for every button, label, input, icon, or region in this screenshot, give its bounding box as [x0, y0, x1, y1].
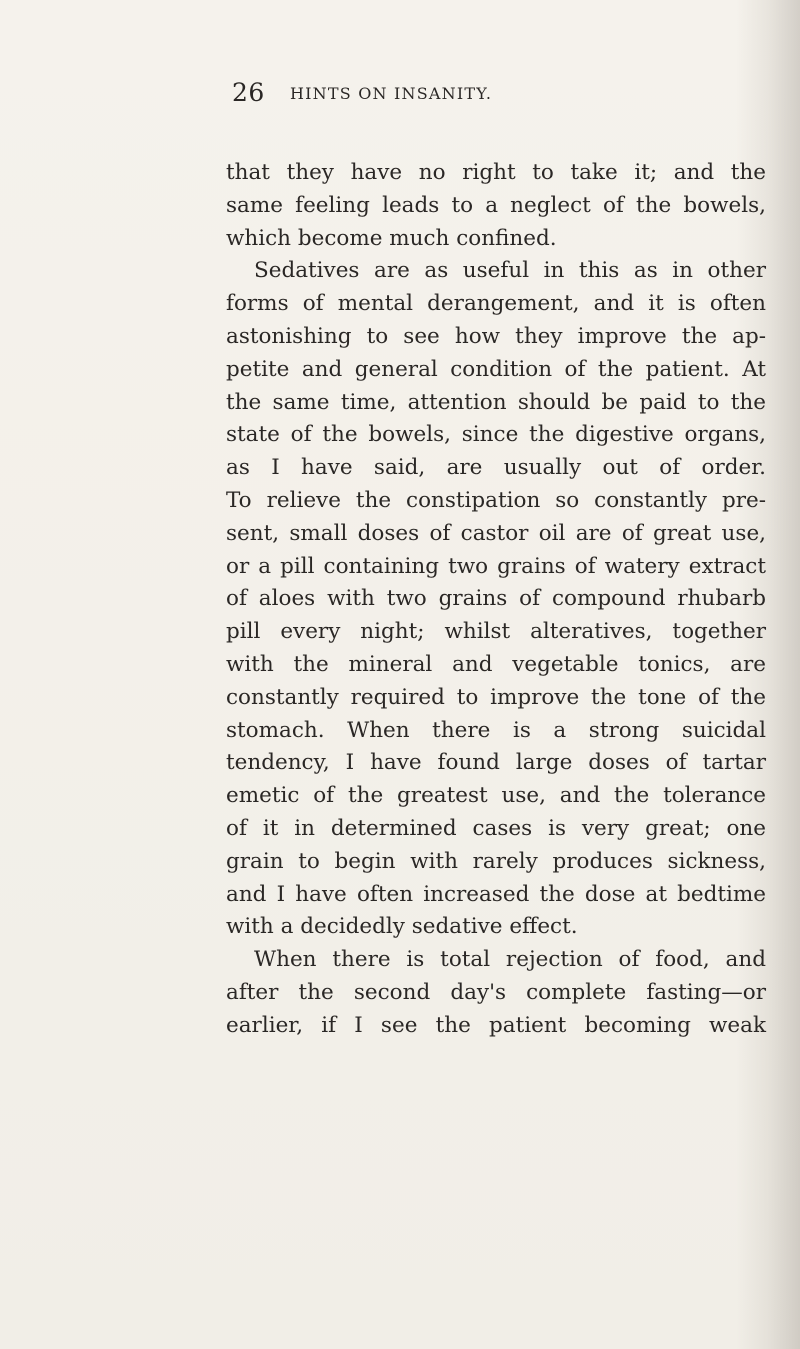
text-line: that they have no right to take it; and the: [226, 160, 766, 185]
running-head: HINTS ON INSANITY.: [290, 84, 493, 103]
text-line: of it in determined cases is very great; one: [226, 815, 766, 841]
text-line: earlier, if I see the patient becoming weak: [226, 1012, 766, 1038]
text-line: and I have often increased the dose at bedtime: [226, 881, 766, 907]
text-line: constantly required to improve the tone of the: [226, 684, 766, 710]
text-line: When there is total rejection of food, and: [254, 947, 766, 973]
text-line: which become much confined.: [226, 225, 557, 251]
text-line: as I have said, are usually out of order.: [226, 455, 766, 481]
text-line: forms of mental derangement, and it is often: [226, 291, 766, 317]
text-line: after the second day's complete fasting—or: [226, 979, 766, 1005]
text-line: stomach. When there is a strong suicidal: [226, 717, 766, 743]
text-line: grain to begin with rarely produces sickness,: [226, 848, 766, 874]
body-text: [226, 157, 766, 1043]
text-line: same feeling leads to a neglect of the bowels,: [226, 192, 766, 218]
text-line: To relieve the constipation so constantly pre-: [226, 487, 766, 513]
text-line: with the mineral and vegetable tonics, are: [226, 651, 766, 677]
text-line: state of the bowels, since the digestive organs,: [226, 422, 766, 448]
text-line: emetic of the greatest use, and the tolerance: [226, 783, 766, 809]
page-header: [232, 78, 652, 118]
text-line: of aloes with two grains of compound rhubarb: [226, 586, 766, 612]
text-line: Sedatives are as useful in this as in other: [254, 258, 766, 284]
text-line: or a pill containing two grains of watery extract: [226, 553, 766, 579]
text-line: the same time, attention should be paid to the: [226, 389, 766, 415]
page-number: 26: [232, 78, 265, 107]
text-line: astonishing to see how they improve the ap-: [226, 323, 766, 349]
text-line: tendency, I have found large doses of tartar: [226, 750, 766, 776]
text-line: pill every night; whilst alteratives, together: [226, 619, 766, 645]
text-line: with a decidedly sedative effect.: [226, 914, 578, 940]
text-line: sent, small doses of castor oil are of great use,: [226, 520, 766, 546]
text-line: petite and general condition of the patient. At: [226, 356, 766, 382]
